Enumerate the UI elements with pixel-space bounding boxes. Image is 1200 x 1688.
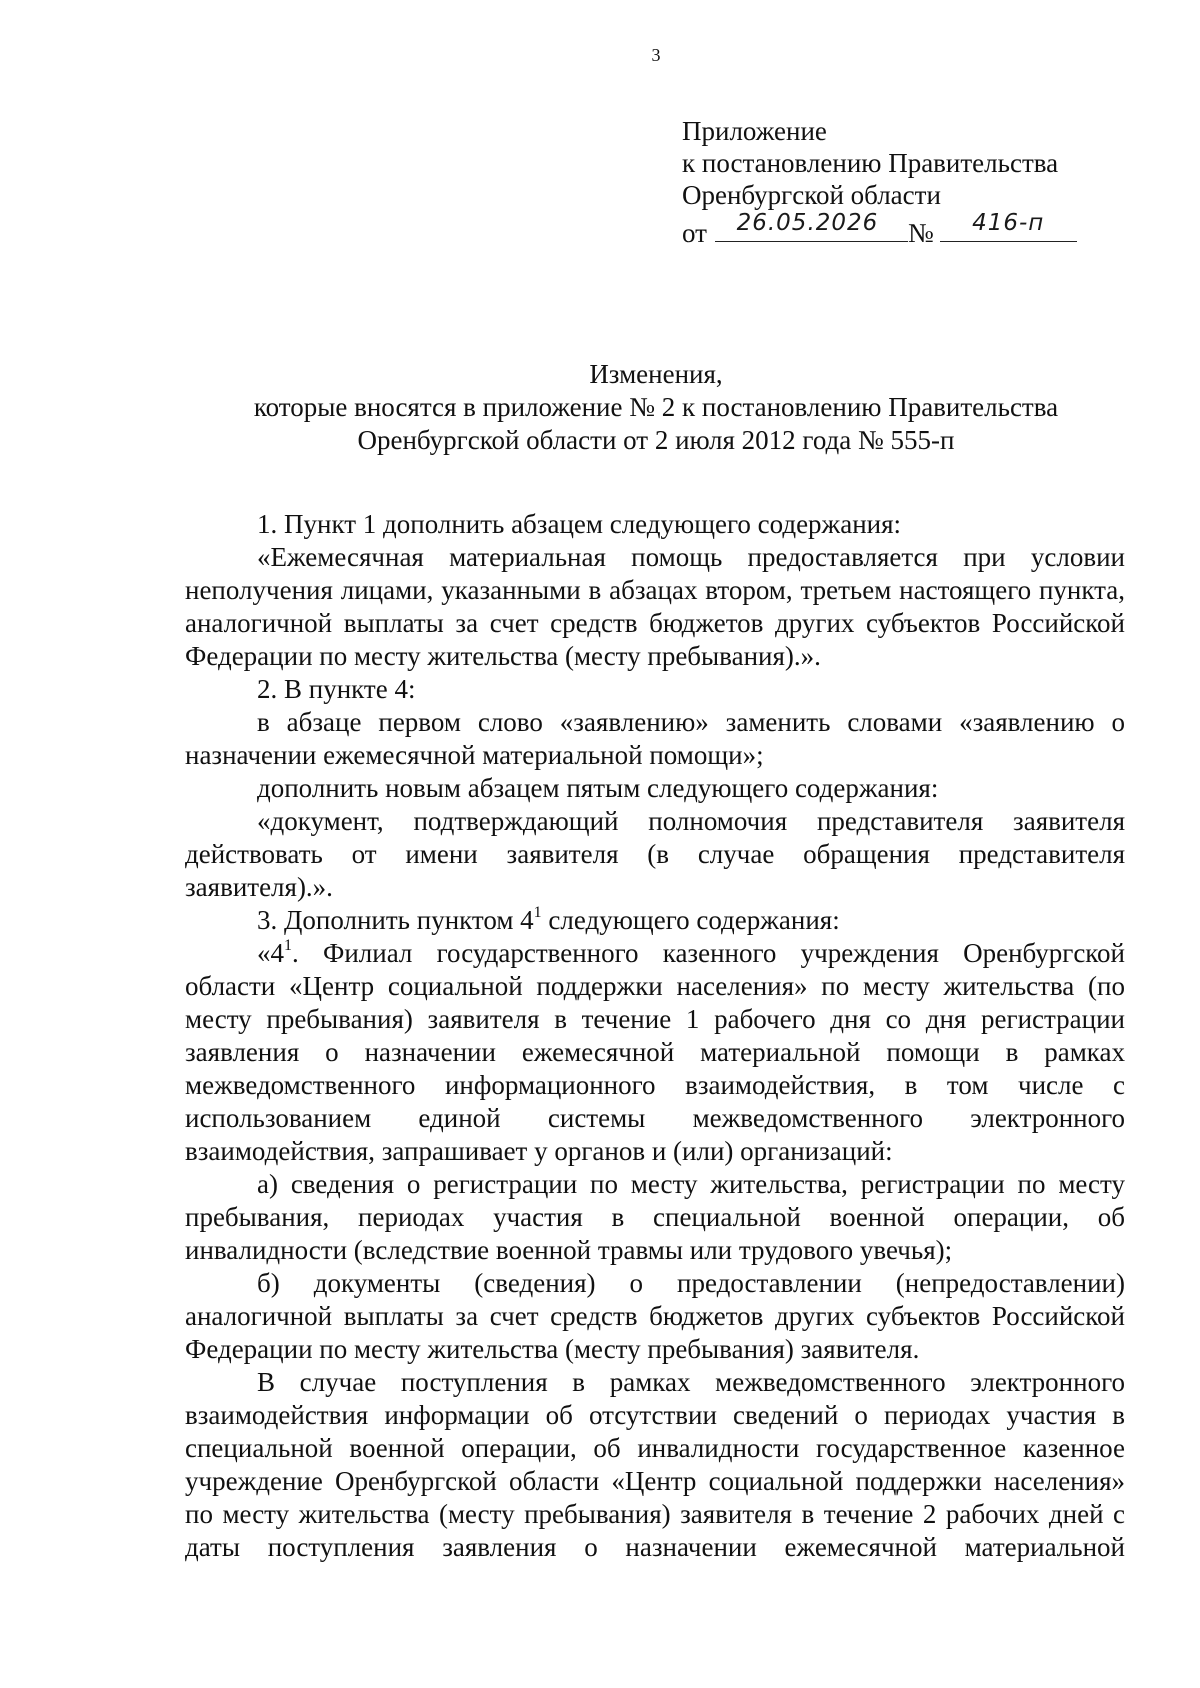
appendix-line-decree: к постановлению Правительства — [682, 148, 1059, 178]
handwritten-number: 416-п — [972, 210, 1045, 236]
superscript: 1 — [284, 937, 292, 954]
paragraph-item-2-abzac5-intro: дополнить новым абзацем пятым следующего содержания: — [257, 773, 939, 803]
appendix-title: Приложение — [682, 116, 827, 146]
number-blank — [940, 211, 1077, 242]
paragraph-item-2-abzac5-text: «документ, подтверждающий полномочия представителя заявителя действовать от имени заявителя (в случае обращения представителя заявителя).». — [185, 806, 1125, 902]
document-heading — [0, 358, 1200, 457]
appendix-block — [682, 115, 1077, 249]
paragraph-item-2: 2. В пункте 4: — [257, 674, 416, 704]
paragraph-item-1: 1. Пункт 1 дополнить абзацем следующего содержания: — [257, 509, 902, 539]
paragraph-item-2-abzac1: в абзаце первом слово «заявлению» заменить словами «заявлению о назначении ежемесячной материальной помощи»; — [185, 707, 1125, 770]
handwritten-date: 26.05.2026 — [736, 210, 879, 236]
from-label: от — [682, 218, 707, 248]
heading-subtitle-line2: Оренбургской области от 2 июля 2012 года № 555-п — [357, 425, 955, 455]
paragraph-continuation: В случае поступления в рамках межведомственного электронного взаимодействия информации об отсутствии сведений о периодах участия в специальной военной операции, об инвалидности государственное казенное учреждение Оренбургской области «Центр социальной поддержки населения» по месту жительства (месту пребывания) заявителя в течение 2 рабочих дней с даты поступления заявления о назначении ежемесячной материальной — [185, 1367, 1125, 1562]
appendix-date-number-row — [682, 211, 1077, 249]
superscript: 1 — [533, 904, 542, 921]
heading-subtitle-line1: которые вносятся в приложение № 2 к постановлению Правительства — [253, 392, 1059, 422]
paragraph-subitem-a: а) сведения о регистрации по месту жительства, регистрации по месту пребывания, периодах участия в специальной военной операции, об инвалидности (вследствие военной травмы или трудового увечья); — [185, 1169, 1125, 1265]
document-body — [185, 508, 1125, 1564]
number-label: № — [907, 218, 934, 248]
date-blank — [715, 211, 900, 242]
paragraph-item-4-1: «$4^1$. Филиал государственного казенного учреждения Оренбургской области «Центр социальной поддержки населения» по месту жительства (по месту пребывания) заявителя в течение 1 рабочего дня со дня регистрации заявления о назначении ежемесячной материальной помощи в рамках межведомственного информационного взаимодействия, в том числе с использованием единой системы межведомственного электронного взаимодействия, запрашивает у органов и (или) организаций: — [185, 937, 1125, 1166]
appendix-line-region: Оренбургской области — [682, 180, 941, 210]
paragraph-item-3: 3. Дополнить пунктом $4^1$ следующего содержания: — [257, 904, 840, 935]
page-number: 3 — [651, 45, 661, 65]
paragraph-subitem-b: б) документы (сведения) о предоставлении (непредоставлении) аналогичной выплаты за счет средств бюджетов других субъектов Российской Федерации по месту жительства (месту пребывания) заявителя. — [185, 1268, 1125, 1364]
paragraph-item-1-text: «Ежемесячная материальная помощь предоставляется при условии неполучения лицами, указанными в абзацах втором, третьем настоящего пункта, аналогичной выплаты за счет средств бюджетов других субъектов Российской Федерации по месту жительства (месту пребывания).». — [185, 542, 1125, 671]
heading-title: Изменения, — [589, 359, 723, 389]
